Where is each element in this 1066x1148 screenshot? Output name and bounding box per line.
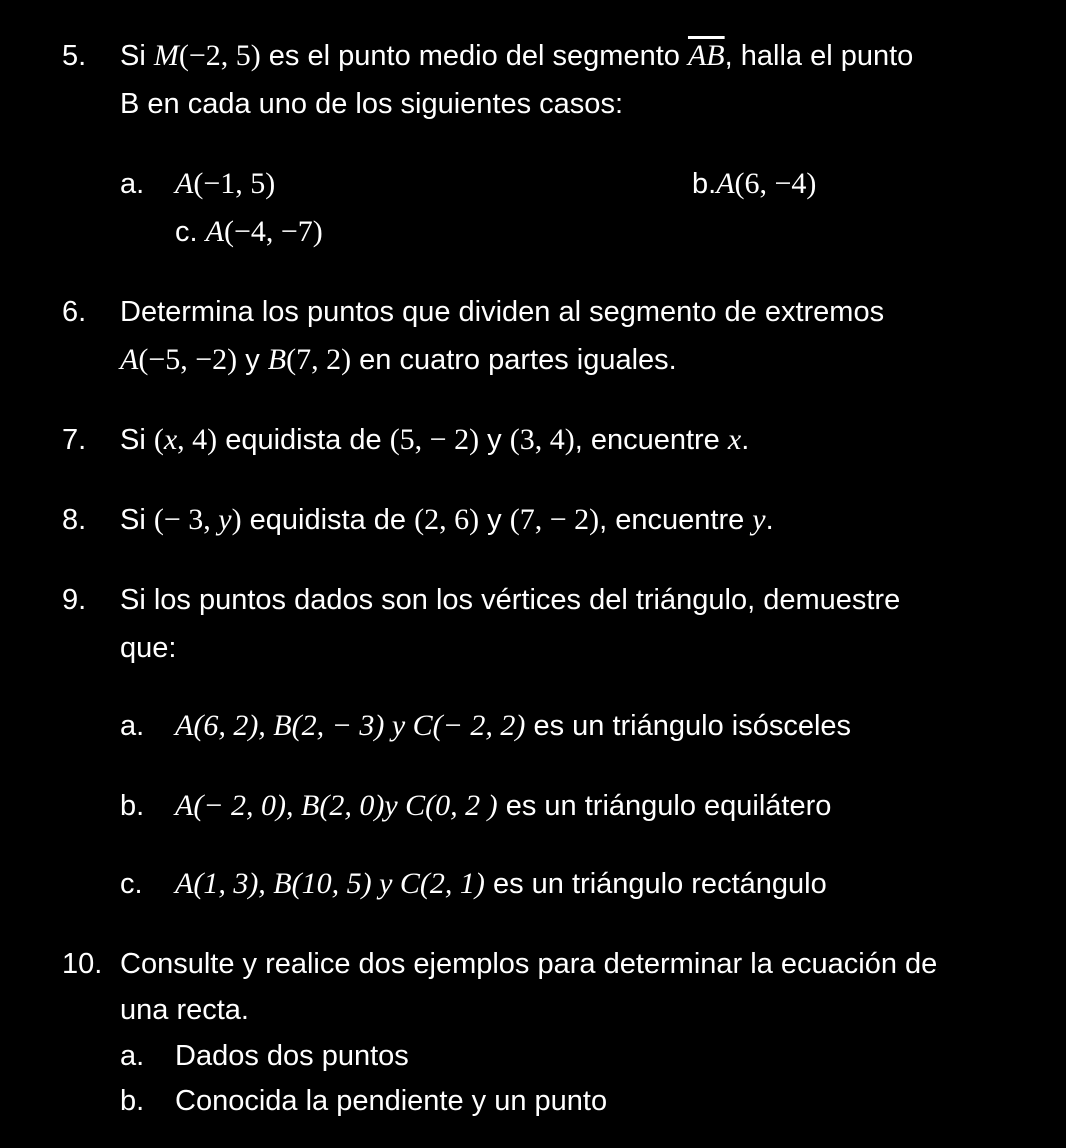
q8-point-y: y [218,503,232,536]
q9-c-label: c. [120,868,143,900]
q9-c-text: es un triángulo rectángulo [484,868,827,900]
q5-b-label: b. [692,168,717,200]
q9-a-text: es un triángulo isósceles [525,710,852,742]
q9-line2: que: [120,632,177,664]
q7-point-x: x [163,423,178,456]
q5-b-letter: A [716,167,735,200]
q10-a-label: a. [120,1040,145,1072]
q6-number: 6. [62,296,87,328]
q9-c-math: A(1, 3), B(10, 5) y C(2, 1) [175,867,485,900]
q5-c-letter: A [205,215,224,248]
q5-c-label: c. [175,216,206,248]
q8-point-2: (2, 6) [414,503,480,536]
q10-line2: una recta. [120,994,249,1026]
q7-text-1: Si [120,424,154,456]
q7-text-2: equidista de [217,424,390,456]
q8-text-2: equidista de [241,504,415,536]
q5-line2: B en cada uno de los siguientes casos: [120,88,623,120]
q7-var-x: x [727,423,742,456]
q9-b [175,788,831,824]
q9-a [175,708,851,744]
q8-line1 [120,502,774,538]
q5-text-3: , halla el punto [724,40,914,72]
q7-line1 [120,422,749,458]
q10-b-text: Conocida la pendiente y un punto [175,1085,608,1117]
q8-point-close: ) [231,503,242,536]
q7-point-2: (5, − 2) [389,423,480,456]
q5-line1 [120,38,913,74]
q9-line1: Si los puntos dados son los vértices del triángulo, demuestre [120,584,901,616]
q8-number: 8. [62,504,87,536]
q8-text-3: y [479,504,510,536]
q5-a-label: a. [120,168,145,200]
q9-b-label: b. [120,790,145,822]
q10-a-text: Dados dos puntos [175,1040,409,1072]
q5-segment-ab: $\overline{AB}$ [687,39,725,72]
q7-text-3: y [479,424,510,456]
q9-b-text: es un triángulo equilátero [497,790,832,822]
q7-text-4: , encuentre [574,424,728,456]
q6-text-end: en cuatro partes iguales. [351,344,677,376]
q9-b-math: A(− 2, 0), B(2, 0)y C(0, 2 ) [175,789,498,822]
q7-point-close: , 4) [177,423,218,456]
q5-a-letter: A [175,167,194,200]
q9-number: 9. [62,584,87,616]
q7-number: 7. [62,424,87,456]
q6-a-coords: (−5, −2) [138,343,238,376]
q7-point-open: ( [153,423,164,456]
q8-point-3: (7, − 2) [509,503,600,536]
q6-a-letter: A [120,343,139,376]
q6-line1: Determina los puntos que dividen al segmento de extremos [120,296,885,328]
q5-math-m-letter: M [153,39,179,72]
q5-text-2: es el punto medio del segmento [260,40,688,72]
q7-point-3: (3, 4) [509,423,575,456]
q6-line2 [120,342,677,378]
q5-c [175,214,323,250]
q5-b [692,166,816,202]
q8-text-1: Si [120,504,154,536]
q10-line1: Consulte y realice dos ejemplos para determinar la ecuación de [120,948,938,980]
q5-number: 5. [62,40,87,72]
q9-a-label: a. [120,710,145,742]
q5-math-m-coords: (−2, 5) [178,39,261,72]
q8-point-open: (− 3, [153,503,219,536]
q10-number: 10. [62,948,103,980]
q5-a-coords: (−1, 5) [193,167,276,200]
q5-a-math [175,166,275,202]
q5-c-coords: (−4, −7) [223,215,323,248]
q8-text-4: , encuentre [599,504,753,536]
q6-b-letter: B [267,343,287,376]
q9-a-math: A(6, 2), B(2, − 3) y C(− 2, 2) [175,709,526,742]
q10-b-label: b. [120,1085,145,1117]
q6-text-y: y [237,344,268,376]
q5-text-1: Si [120,40,154,72]
q8-var-y: y [752,503,766,536]
q9-c [175,866,827,902]
q5-b-coords: (6, −4) [734,167,817,200]
q7-text-5: . [741,424,750,456]
q8-text-5: . [765,504,774,536]
q6-b-coords: (7, 2) [286,343,352,376]
